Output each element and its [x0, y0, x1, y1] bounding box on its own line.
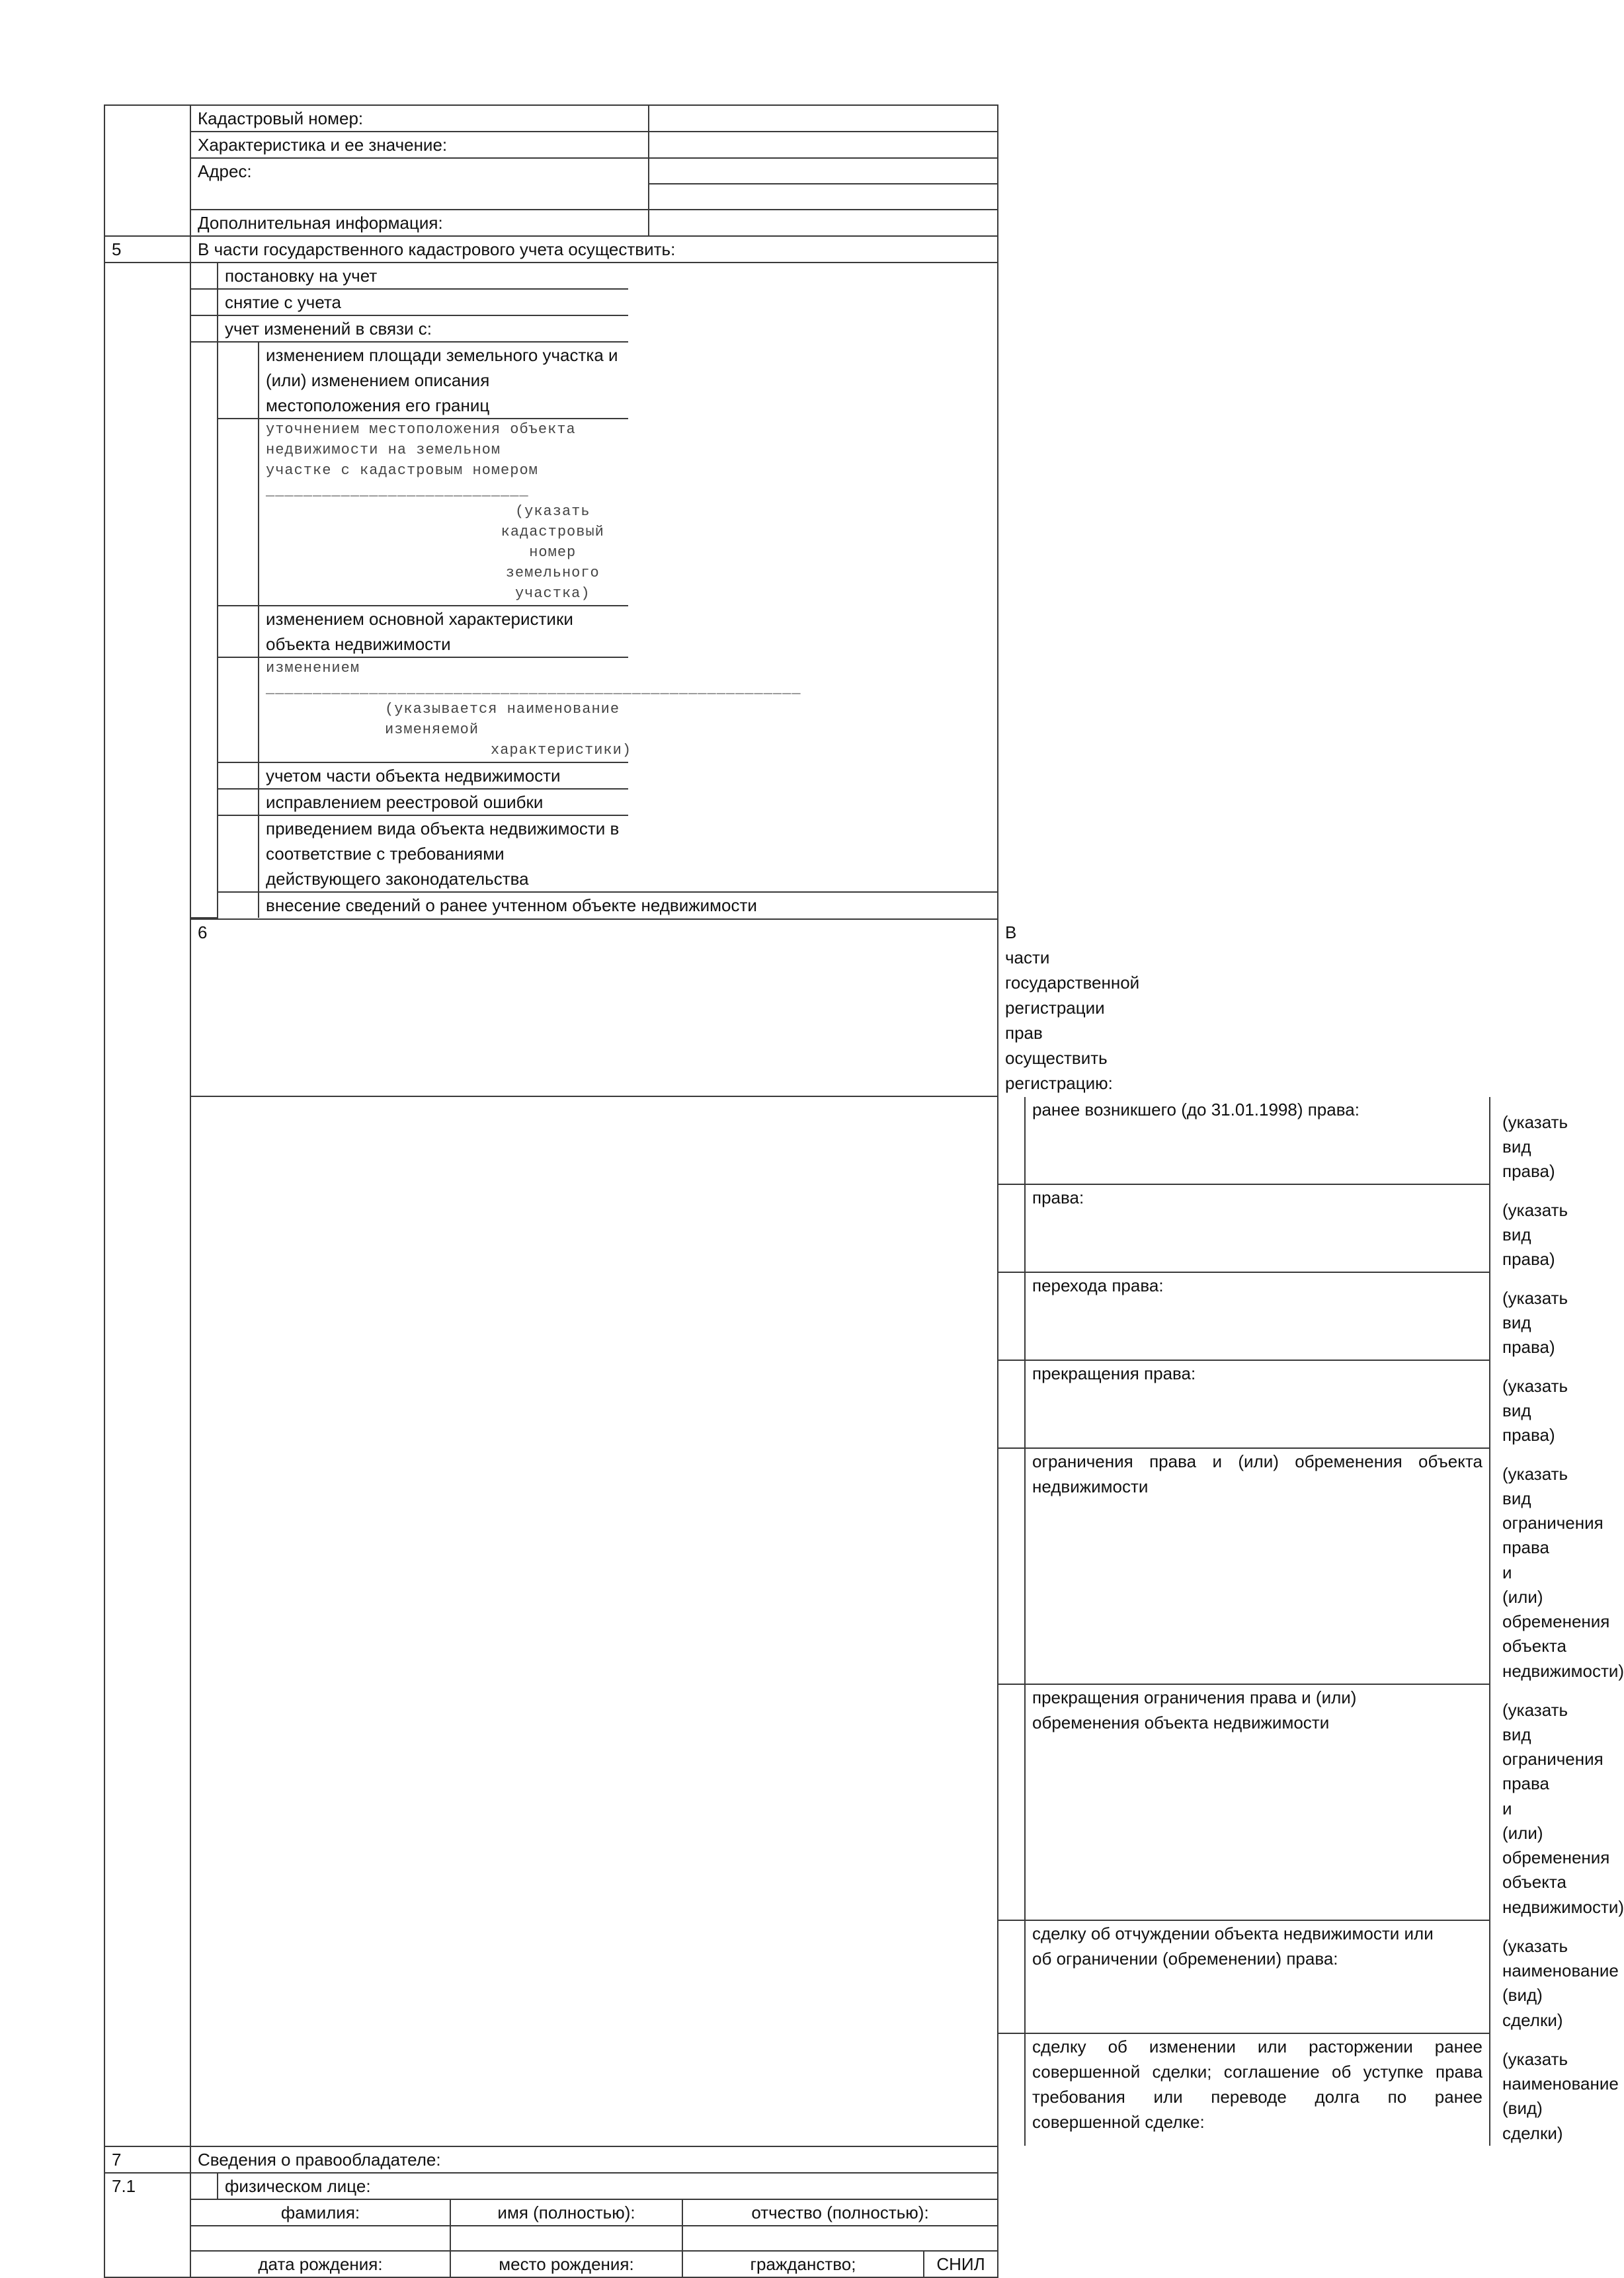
part-accounting-option: учетом части объекта недвижимости [259, 762, 628, 789]
right-label-line: ограничения права и (или) обременения объекта [1032, 1451, 1482, 1471]
right-label-line: перехода права: [1032, 1276, 1164, 1295]
registration-checkbox[interactable] [191, 263, 218, 289]
right-row: права: (указать вид права) [998, 1184, 1490, 1272]
right-row: сделку об изменении или расторжении ранее совершенной сделки; соглашение об уступке права требования или переводе долга по ранее совершенной сделке: (указать наименование (вид) сделки) [998, 2033, 1490, 2146]
right-label-line: совершенной сделки; соглашение об уступке права [1032, 2062, 1482, 2082]
row-number-cell [104, 105, 190, 236]
right-label [1025, 2033, 1490, 2146]
changes-indent-cell [191, 342, 218, 918]
right-row: ограничения права и (или) обременения объекта недвижимости (указать вид ограничения права и (или) обременения объекта недвижимости) [998, 1448, 1490, 1684]
type-conformity-checkbox[interactable] [218, 815, 259, 892]
previous-object-option: внесение сведений о ранее учтенном объекте недвижимости [259, 892, 997, 918]
right-label-line: об ограничении (обременении) права: [1032, 1949, 1338, 1969]
registration-option: постановку на учет [218, 263, 628, 289]
surname-field[interactable] [191, 2226, 450, 2251]
birth-date-label: дата рождения: [191, 2251, 450, 2277]
characteristic-change-option [259, 657, 801, 762]
right-label [1025, 1360, 1490, 1448]
right-checkbox[interactable] [998, 2033, 1025, 2146]
patronymic-label: отчество (полностью): [682, 2199, 997, 2226]
additional-info-label: Дополнительная информация: [191, 210, 649, 235]
name-field[interactable] [450, 2226, 682, 2251]
area-change-checkbox[interactable] [218, 342, 259, 419]
characteristic-field[interactable] [649, 132, 997, 158]
characteristic-change-line-1: изменением [266, 660, 360, 676]
address-field-2[interactable] [649, 184, 997, 210]
individual-checkbox[interactable] [191, 2174, 218, 2199]
birth-place-label: место рождения: [450, 2251, 682, 2277]
right-label-line: права: [1032, 1188, 1084, 1207]
right-checkbox[interactable] [998, 1360, 1025, 1448]
name-label: имя (полностью): [450, 2199, 682, 2226]
main-characteristic-option: изменением основной характеристики объекта недвижимости [259, 606, 628, 657]
address-label: Адрес: [191, 158, 649, 210]
cadastral-number-label: Кадастровый номер: [191, 106, 649, 132]
section-5-options [190, 263, 998, 919]
right-row: ранее возникшего (до 31.01.1998) права: (указать вид права) [998, 1097, 1490, 1184]
location-change-line-2: участке с кадастровым номером ____________________________ [266, 462, 538, 499]
right-checkbox[interactable] [998, 1097, 1025, 1184]
right-label-line: обременения объекта недвижимости [1032, 1713, 1330, 1732]
patronymic-field[interactable] [682, 2226, 997, 2251]
right-label [1025, 1272, 1490, 1360]
removal-option: снятие с учета [218, 289, 628, 315]
right-checkbox[interactable] [998, 1920, 1025, 2033]
right-checkbox[interactable] [998, 1184, 1025, 1272]
characteristic-change-checkbox[interactable] [218, 657, 259, 762]
characteristic-label: Характеристика и ее значение: [191, 132, 649, 158]
type-conformity-line-1: приведением вида объекта недвижимости в соответствие с требованиями [266, 819, 620, 864]
section-7-1-number: 7.1 [104, 2173, 190, 2277]
surname-label: фамилия: [191, 2199, 450, 2226]
right-label [1025, 1448, 1490, 1684]
characteristic-change-line-2: _________________________________________________________ [266, 680, 801, 697]
part-accounting-checkbox[interactable] [218, 762, 259, 789]
individual-block [190, 2173, 998, 2277]
section-6-number-spacer [190, 1096, 998, 2146]
location-change-checkbox[interactable] [218, 419, 259, 606]
cadastral-number-field[interactable] [649, 106, 997, 132]
type-conformity-line-2: действующего законодательства [266, 869, 529, 889]
location-change-option [259, 419, 628, 606]
changes-checkbox[interactable] [191, 315, 218, 342]
form-table: Кадастровый номер: Характеристика и ее значение: Адрес: Дополнительная информация: 5 В части государственного кадастрового учета осуществить: постановку на учет снятие с учета учет изменений в связи с: изменением площади земельного участка и (или) изменением описания местоположения его границ уточнением местоположения объекта недвижимости на земельном участке с кадастровым номером ____________________________ (указать кадастровый номер земельного участка) изменением основной характеристики объекта недвижимости изменением _________________________________________________________ (указывается наименование изменяемой характеристики) учетом части объекта недвижимости исправлением реестровой ошибки приведением вида объекта недвижимости в соответствие с требованиями действующего законодательства внесение сведений о ранее учтенном объекте недвижимости 6 В части государственной регистрации прав осуществить регистрацию: ранее возникшего (до 31.01.1998) права: (указать вид права) права: (указать вид права) перехода права: (указать вид права) прекращения права: (указать вид права) ограничения права и (или) обременения объекта недвижимости (указать вид ограничения права и (или) обременения объекта недвижимости) прекращения ограничения права и (или) обременения объекта недвижимости (указать вид ограничения права и (или) обременения объекта недвижимости) сделку об отчуждении объекта недвижимости или об ограничении (обременении) права: (указать наименование (вид) сделки) сделку об изменении или расторжении ранее совершенной сделки; соглашение об уступке права требования или переводе долга по ранее совершенной сделке: (указать наименование (вид) сделки) 7 Сведения о правообладателе: 7.1 физическом лице: фамилия: имя (полностью): отчество (полностью): дата рождения: место рождения: гражданство; СНИЛ [104, 104, 998, 2278]
right-label-line: ранее возникшего (до 31.01.1998) права: [1032, 1100, 1360, 1119]
area-change-option [259, 342, 628, 419]
right-row: перехода права: (указать вид права) [998, 1272, 1490, 1360]
right-row: прекращения права: (указать вид права) [998, 1360, 1490, 1448]
section-7-title: Сведения о правообладателе: [190, 2146, 998, 2173]
right-label-line: требования или переводе долга по ранее [1032, 2087, 1482, 2107]
section-7-number: 7 [104, 2146, 190, 2173]
citizenship-label: гражданство; [682, 2251, 924, 2277]
characteristic-change-hint-2: характеристики) [491, 742, 632, 758]
application-form [104, 104, 1624, 2278]
right-label [1025, 1184, 1490, 1272]
right-checkbox[interactable] [998, 1684, 1025, 1920]
changes-option: учет изменений в связи с: [218, 315, 628, 342]
section-5-title: В части государственного кадастрового учета осуществить: [190, 236, 998, 263]
characteristic-change-hint-1: (указывается наименование изменяемой [385, 701, 620, 738]
location-change-line-1: уточнением местоположения объекта недвижимости на земельном [266, 421, 576, 458]
right-label-line: прекращения права: [1032, 1363, 1196, 1383]
individual-option: физическом лице: [218, 2174, 997, 2199]
address-field-1[interactable] [649, 158, 997, 184]
right-checkbox[interactable] [998, 1272, 1025, 1360]
registry-error-checkbox[interactable] [218, 789, 259, 815]
registry-error-option: исправлением реестровой ошибки [259, 789, 628, 815]
location-change-hint-1: (указать кадастровый номер [501, 503, 604, 561]
right-checkbox[interactable] [998, 1448, 1025, 1684]
right-label [1025, 1097, 1490, 1184]
object-block [190, 105, 998, 236]
right-label-line: совершенной сделке: [1032, 2112, 1205, 2132]
right-label [1025, 1920, 1490, 2033]
right-label-line: сделку об отчуждении объекта недвижимости или [1032, 1924, 1434, 1943]
location-change-hint-2: земельного участка) [505, 565, 600, 602]
area-change-line-2: местоположения его границ [266, 395, 490, 415]
section-5-number-spacer [104, 263, 190, 2146]
right-label-line: прекращения ограничения права и (или) [1032, 1688, 1357, 1707]
additional-info-field[interactable] [649, 210, 997, 235]
right-label-line: недвижимости [1032, 1477, 1149, 1496]
right-row: прекращения ограничения права и (или) обременения объекта недвижимости (указать вид ограничения права и (или) обременения объекта недвижимости) [998, 1684, 1490, 1920]
section-6-number: 6 [190, 919, 998, 1096]
right-row: сделку об отчуждении объекта недвижимости или об ограничении (обременении) права: (указать наименование (вид) сделки) [998, 1920, 1490, 2033]
right-label-line: сделку об изменении или расторжении ранее [1032, 2037, 1482, 2056]
previous-object-checkbox[interactable] [218, 892, 259, 918]
removal-checkbox[interactable] [191, 289, 218, 315]
area-change-line-1: изменением площади земельного участка и (или) изменением описания [266, 345, 618, 390]
main-characteristic-checkbox[interactable] [218, 606, 259, 657]
section-5-number: 5 [104, 236, 190, 263]
type-conformity-option [259, 815, 628, 892]
right-label [1025, 1684, 1490, 1920]
snils-label: СНИЛ [924, 2251, 997, 2277]
